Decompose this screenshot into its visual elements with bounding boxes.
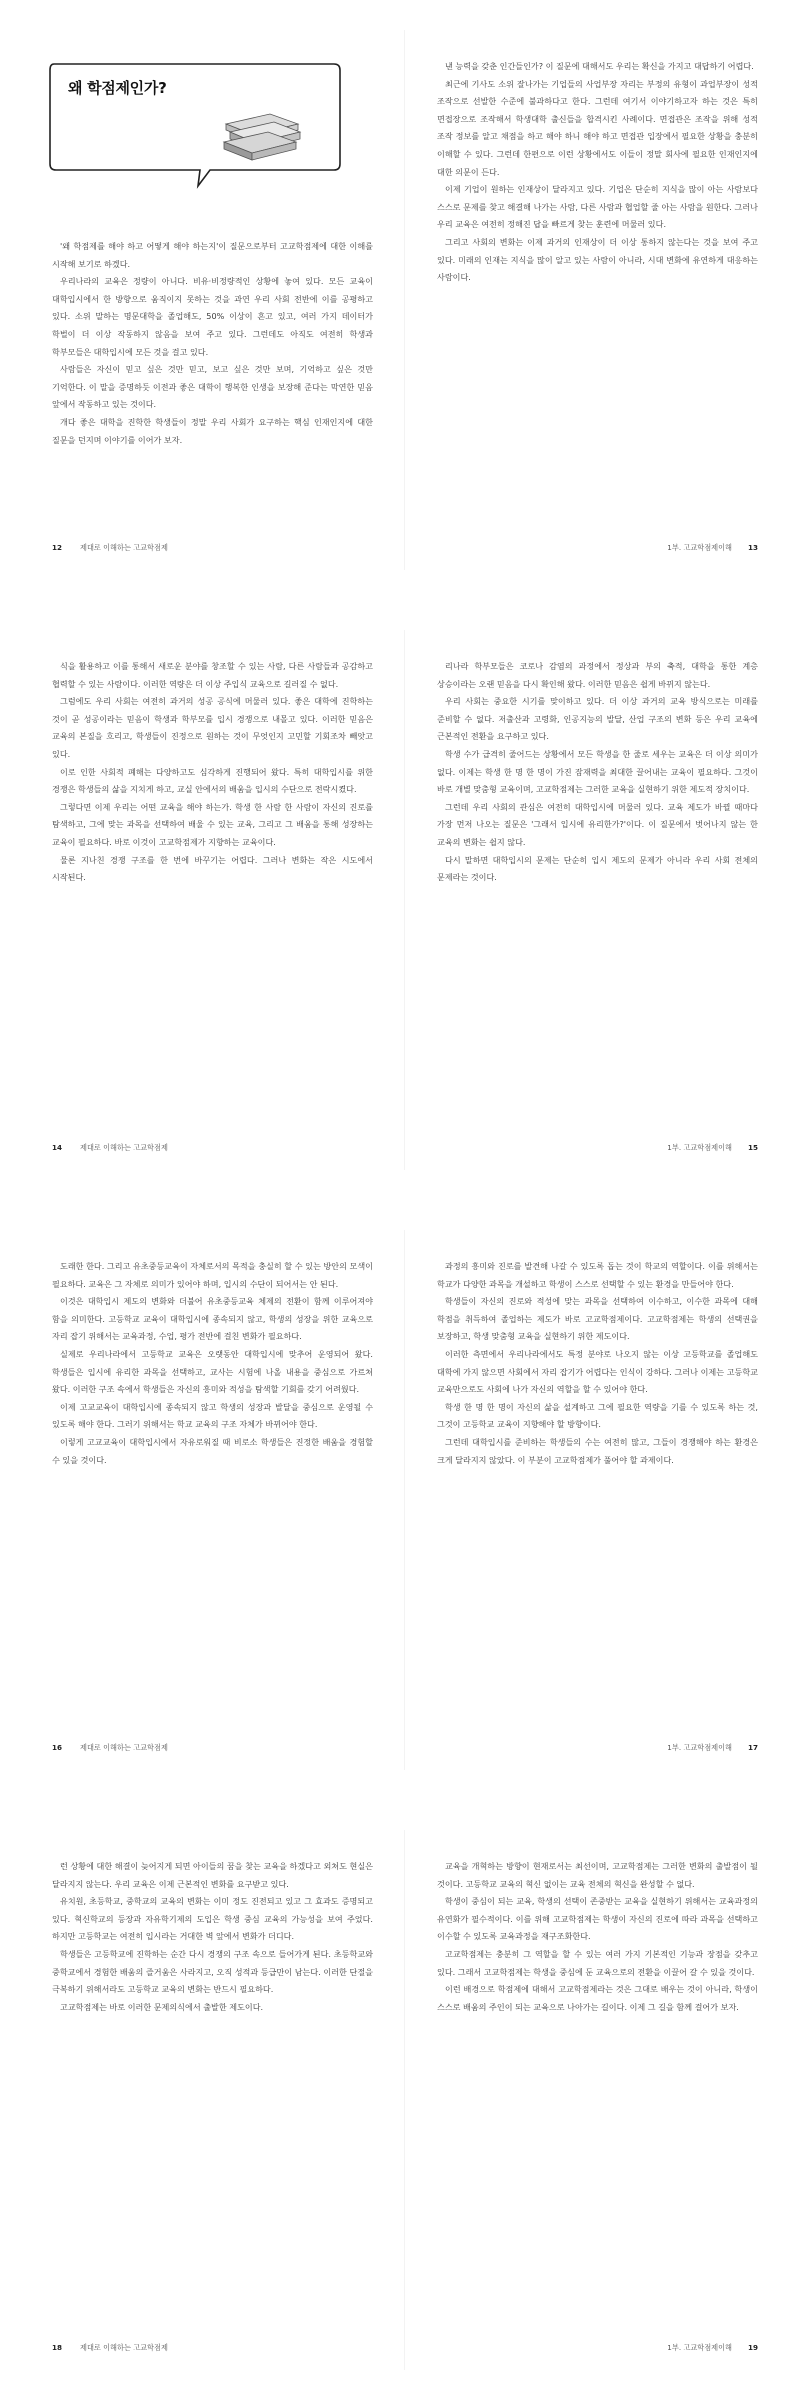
body-text (437, 58, 758, 287)
footer-book-title: 제대로 이해하는 고교학점제 (80, 1743, 168, 1752)
footer-part-title: 1부. 고교학점제이해 (667, 1743, 732, 1752)
paragraph: 학생 한 명 한 명이 자신의 삶을 설계하고 그에 필요한 역량을 기를 수 있도록 하는 것, 그것이 고등학교 교육이 지향해야 할 방향이다. (437, 1401, 758, 1430)
paragraph: 리나라 학부모들은 코로나 감염의 과정에서 정상과 부의 축적, 대학을 통한 계층 상승이라는 오랜 믿음을 다시 확인해 왔다. 이러한 믿음은 쉽게 바뀌지 않는다. (437, 661, 758, 689)
paragraph: 과정의 흥미와 진로를 발견해 나갈 수 있도록 돕는 것이 학교의 역할이다. 이를 위해서는 학교가 다양한 과목을 개설하고 학생이 스스로 선택할 수 있는 환경을 만들어야 한다. (437, 1261, 758, 1289)
paragraph: 그렇다면 이제 우리는 어떤 교육을 해야 하는가. 학생 한 사람 한 사람이 자신의 진로를 탐색하고, 그에 맞는 과목을 선택하여 배울 수 있는 교육, 그리고 그 배움을 통해 성장하는 교육이 필요하다. 바로 이것이 고교학점제가 지향하는 교육이다. (52, 801, 373, 847)
footer-book-title: 제대로 이해하는 고교학점제 (80, 1143, 168, 1152)
paragraph: 개다 좋은 대학을 진학한 학생들이 정말 우리 사회가 요구하는 핵심 인재인지에 대한 질문을 던지며 이야기를 이어가 보자. (52, 416, 373, 445)
spread-1 (0, 0, 810, 600)
page-number: 13 (747, 543, 758, 552)
paragraph: 우리 사회는 중요한 시기를 맞이하고 있다. 더 이상 과거의 교육 방식으로는 미래를 준비할 수 없다. 저출산과 고령화, 인공지능의 발달, 산업 구조의 변화 등은 우리 교육에 근본적인 전환을 요구하고 있다. (437, 696, 758, 742)
paragraph: 고교학점제는 바로 이러한 문제의식에서 출발한 제도이다. (60, 2001, 264, 2012)
paragraph: 실제로 우리나라에서 고등학교 교육은 오랫동안 대학입시에 맞추어 운영되어 왔다. 학생들은 입시에 유리한 과목을 선택하고, 교사는 시험에 나올 내용을 중심으로 가르쳐 왔다. 이러한 구조 속에서 학생들은 자신의 흥미와 적성을 탐색할 기회를 갖기 어려웠다. (52, 1348, 373, 1395)
footer-part-title: 1부. 고교학점제이해 (667, 543, 732, 552)
page-19 (405, 1800, 810, 2400)
page-footer (52, 2343, 373, 2355)
spread-2 (0, 600, 810, 1200)
body-text (437, 1258, 758, 1469)
paragraph: 런 상황에 대한 해결이 늦어지게 되면 아이들의 꿈을 찾는 교육을 하겠다고 외쳐도 현실은 달라지지 않는다. 우리 교육은 이제 근본적인 변화를 요구받고 있다. (52, 1861, 373, 1889)
footer-book-title: 제대로 이해하는 고교학점제 (80, 2343, 168, 2352)
paragraph: 학생이 중심이 되는 교육, 학생의 선택이 존중받는 교육을 실현하기 위해서는 교육과정의 유연화가 필수적이다. 이를 위해 고교학점제는 학생이 자신의 진로에 따라 과목을 선택하고 이수할 수 있도록 교육과정을 재구조화한다. (437, 1896, 758, 1942)
page-12 (0, 0, 405, 600)
paragraph: '왜 학점제를 해야 하고 어떻게 해야 하는지'이 질문으로부터 고교학점제에 대한 이해를 시작해 보기로 하겠다. (52, 241, 373, 269)
body-text (52, 658, 373, 887)
page-number: 15 (747, 1143, 758, 1152)
paragraph: 그리고 사회의 변화는 이제 과거의 인재상이 더 이상 통하지 않는다는 것을 보여 주고 있다. 미래의 인재는 지식을 많이 알고 있는 사람이 아니라, 시대 변화에 유연하게 대응하는 사람이다. (437, 236, 758, 283)
page-17 (405, 1200, 810, 1800)
paragraph: 교육을 개혁하는 방향이 현재로서는 최선이며, 고교학점제는 그러한 변화의 출발점이 될 것이다. 고등학교 교육의 혁신 없이는 교육 전체의 혁신을 완성할 수 없다. (437, 1861, 758, 1889)
paragraph: 식을 활용하고 이를 통해서 새로운 분야를 창조할 수 있는 사람, 다른 사람들과 공감하고 협력할 수 있는 사람이다. 이러한 역량은 더 이상 주입식 교육으로 길러질 수 없다. (52, 661, 373, 689)
footer-part-title: 1부. 고교학점제이해 (667, 1143, 732, 1152)
paragraph: 이제 고교교육이 대학입시에 종속되지 않고 학생의 성장과 발달을 중심으로 운영될 수 있도록 해야 한다. 그러기 위해서는 학교 교육의 구조 자체가 바뀌어야 한다. (52, 1401, 373, 1430)
page-number: 16 (52, 1743, 63, 1752)
paragraph: 유치원, 초등학교, 중학교의 교육의 변화는 이미 정도 진전되고 있고 그 효과도 증명되고 있다. 혁신학교의 등장과 자유학기제의 도입은 학생 중심 교육의 가능성을 보여 주었다. 하지만 고등학교는 여전히 입시라는 거대한 벽 앞에서 변화가 더디다. (52, 1896, 373, 1942)
paragraph: 낸 능력을 갖춘 인간들인가? 이 질문에 대해서도 우리는 확신을 가지고 대답하기 어렵다. (445, 61, 754, 71)
paragraph: 이로 인한 사회적 폐해는 다양하고도 심각하게 진행되어 왔다. 특히 대학입시를 위한 경쟁은 학생들의 삶을 지치게 하고, 교실 안에서의 배움을 입시의 수단으로 전락시켰다. (52, 766, 373, 795)
spread-3 (0, 1200, 810, 1800)
page-16 (0, 1200, 405, 1800)
paragraph: 이런 배경으로 학점제에 대해서 고교학점제라는 것은 그대로 배우는 것이 아니라, 학생이 스스로 배움의 주인이 되는 교육으로 나아가는 길이다. 이제 그 길을 함께 걸어가 보자. (437, 1984, 758, 2012)
page-footer (437, 2343, 758, 2355)
page-footer (52, 543, 373, 555)
paragraph: 이렇게 고교교육이 대학입시에서 자유로워질 때 비로소 학생들은 진정한 배움을 경험할 수 있을 것이다. (52, 1436, 373, 1465)
footer-part-title: 1부. 고교학점제이해 (667, 2343, 732, 2352)
paragraph: 학생 수가 급격히 줄어드는 상황에서 모든 학생을 한 줄로 세우는 교육은 더 이상 의미가 없다. 이제는 학생 한 명 한 명이 가진 잠재력을 최대한 끌어내는 교육이 필요하다. 그것이 바로 개별 맞춤형 교육이며, 고교학점제는 그러한 교육을 실현하기 위한 제도적 장치이다. (437, 748, 758, 795)
paragraph: 사람들은 자신이 믿고 싶은 것만 믿고, 보고 싶은 것만 보며, 기억하고 싶은 것만 기억한다. 이 말을 증명하듯 이전과 좋은 대학이 행복한 인생을 보장해 준다는 막연한 믿음 앞에서 작동하고 있는 것이다. (52, 364, 373, 410)
paragraph: 물론 지나친 경쟁 구조를 한 번에 바꾸기는 어렵다. 그러나 변화는 작은 시도에서 시작된다. (52, 854, 373, 883)
paragraph: 최근에 기사도 소위 잘나가는 기업들의 사업부장 자리는 부정의 유형이 과업부장이 성적 조작으로 선발한 수준에 불과하다고 한다. 그런데 여기서 이야기하고자 하는 것은 특히 면접장으로 조작해서 학생대학 출신들을 합격시킨 사례이다. 면접관은 조작을 위해 성적 조작 정보를 알고 채점을 하고 해야 하니 해야 하고 면접관 입장에서 필요한 상황을 충분히 이해할 수 있다. 그런데 한편으로 이런 상황에서도 이들이 정말 회사에 필요한 인재인지에 대한 의문이 든다. (437, 78, 758, 177)
page-number: 14 (52, 1143, 63, 1152)
body-text (52, 238, 373, 449)
paragraph: 이제 기업이 원하는 인재상이 달라지고 있다. 기업은 단순히 지식을 많이 아는 사람보다 스스로 문제를 찾고 해결해 나가는 사람, 다른 사람과 협업할 줄 아는 사람을 원한다. 그러나 우리 교육은 여전히 정해진 답을 빠르게 찾는 훈련에 머물러 있다. (437, 184, 758, 230)
page-footer (437, 1143, 758, 1155)
page-14 (0, 600, 405, 1200)
page-footer (52, 1743, 373, 1755)
paragraph: 다시 말하면 대학입시의 문제는 단순히 입시 제도의 문제가 아니라 우리 사회 전체의 문제라는 것이다. (437, 854, 758, 883)
body-text (52, 1258, 373, 1469)
paragraph: 도래한 한다. 그리고 유초중등교육이 자체로서의 목적을 충실히 할 수 있는 방안의 모색이 필요하다. 교육은 그 자체로 의미가 있어야 하며, 입시의 수단이 되어서는 안 된다. (52, 1261, 373, 1289)
paragraph: 그런데 우리 사회의 관심은 여전히 대학입시에 머물러 있다. 교육 제도가 바뀔 때마다 가장 먼저 나오는 질문은 '그래서 입시에 유리한가?'이다. 이 질문에서 벗어나지 않는 한 교육의 변화는 쉽지 않다. (437, 801, 758, 847)
paragraph: 이것은 대학입시 제도의 변화와 더불어 유초중등교육 체제의 전환이 함께 이루어져야 함을 의미한다. 고등학교 교육이 대학입시에 종속되지 않고, 학생의 성장을 위한 교육으로 자리 잡기 위해서는 교육과정, 수업, 평가 전반에 걸친 변화가 필요하다. (52, 1296, 373, 1342)
page-footer (437, 1743, 758, 1755)
page-footer (52, 1143, 373, 1155)
paragraph: 이러한 측면에서 우리나라에서도 특정 분야로 나오지 않는 이상 고등학교를 졸업해도 대학에 가지 않으면 사회에서 자리 잡기가 어렵다는 인식이 강하다. 그러나 이제는 고등학교 교육만으로도 사회에 나가 자신의 역할을 할 수 있어야 한다. (437, 1348, 758, 1395)
body-text (52, 1858, 373, 2016)
page-13 (405, 0, 810, 600)
page-number: 17 (747, 1743, 758, 1752)
paragraph: 그럼에도 우리 사회는 여전히 과거의 성공 공식에 머물러 있다. 좋은 대학에 진학하는 것이 곧 성공이라는 믿음이 학생과 학부모를 입시 경쟁으로 내몰고 있다. 이러한 믿음은 교육의 본질을 흐리고, 학생들이 진정으로 원하는 것이 무엇인지 고민할 기회조차 빼앗고 있다. (52, 696, 373, 759)
body-text (437, 658, 758, 887)
page-number: 18 (52, 2343, 63, 2352)
spread-4 (0, 1800, 810, 2400)
paragraph: 우리나라의 교육은 정량이 아니다. 비유·비정량적인 상황에 놓여 있다. 모든 교육이 대학입시에서 한 방향으로 움직이지 못하는 것을 과연 우리 사회 전반에 이를 공평하고 있다. 소위 말하는 명문대학을 졸업해도, 50% 이상이 흔고 있고, 여러 가지 데이터가 학벌이 더 이상 작동하지 않음을 보여 주고 있다. 그런데도 아직도 여전히 학생과 학부모들은 대학입시에 모든 것을 걸고 있다. (52, 276, 373, 357)
chapter-title: 왜 학점제인가? (68, 79, 167, 97)
footer-book-title: 제대로 이해하는 고교학점제 (80, 543, 168, 552)
body-text (437, 1858, 758, 2016)
page-number: 19 (747, 2343, 758, 2352)
paragraph: 학생들은 고등학교에 진학하는 순간 다시 경쟁의 구조 속으로 들어가게 된다. 초등학교와 중학교에서 경험한 배움의 즐거움은 사라지고, 오직 성적과 등급만이 남는다. 이러한 단절을 극복하기 위해서라도 고등학교 교육의 변화는 반드시 필요하다. (52, 1948, 373, 1995)
page-number: 12 (52, 543, 63, 552)
page-18 (0, 1800, 405, 2400)
page-15 (405, 600, 810, 1200)
paragraph: 학생들이 자신의 진로와 적성에 맞는 과목을 선택하여 이수하고, 이수한 과목에 대해 학점을 취득하여 졸업하는 제도가 바로 고교학점제이다. 고교학점제는 학생의 선택권을 보장하고, 학생 맞춤형 교육을 실현하기 위한 제도이다. (437, 1296, 758, 1342)
page-footer (437, 543, 758, 555)
chapter-title-box (48, 62, 346, 202)
paragraph: 그런데 대학입시를 준비하는 학생들의 수는 여전히 많고, 그들이 경쟁해야 하는 환경은 크게 달라지지 않았다. 이 부분이 고교학점제가 풀어야 할 과제이다. (437, 1436, 758, 1465)
paragraph: 고교학점제는 충분히 그 역할을 할 수 있는 여러 가지 기본적인 기능과 장점을 갖추고 있다. 그래서 고교학점제는 학생을 중심에 둔 교육으로의 전환을 이끌어 갈 수 있을 것이다. (437, 1948, 758, 1977)
